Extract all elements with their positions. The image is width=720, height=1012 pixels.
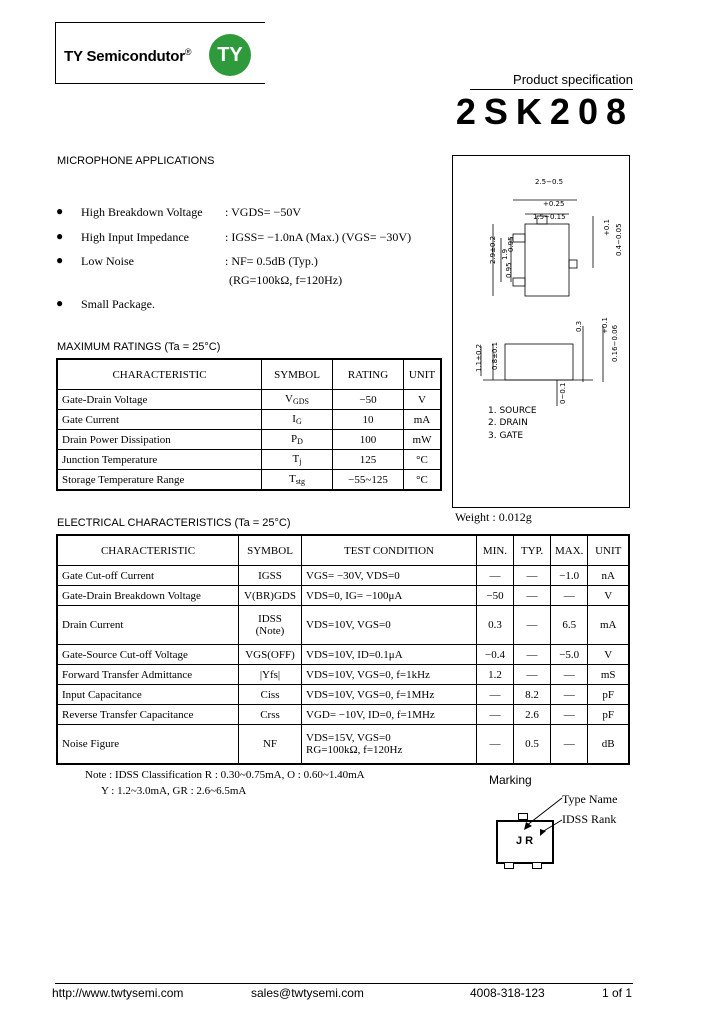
table-cell: mW — [404, 430, 442, 450]
table-cell: — — [551, 685, 588, 705]
dim-label: 2.9±0.2 — [489, 235, 497, 264]
pointer-arrow-icon — [520, 796, 564, 840]
table-row — [57, 685, 629, 705]
bullet-icon: ● — [56, 296, 64, 310]
package-weight: Weight : 0.012g — [455, 510, 532, 524]
table-row — [57, 450, 441, 470]
table-cell: −55~125 — [333, 470, 404, 491]
table-cell: °C — [404, 450, 442, 470]
column-header: MAX. — [551, 535, 588, 566]
dim-label: 1.9 — [501, 248, 509, 260]
table-row — [57, 705, 629, 725]
electrical-title: ELECTRICAL CHARACTERISTICS (Ta = 25°C) — [57, 517, 291, 529]
table-cell: Storage Temperature Range — [57, 470, 262, 491]
table-row — [57, 390, 441, 410]
package-drawing — [452, 155, 630, 508]
column-header: TYP. — [514, 535, 551, 566]
bullet-icon: ● — [56, 229, 64, 243]
column-header: CHARACTERISTIC — [57, 359, 262, 390]
table-cell: |Yfs| — [239, 665, 302, 685]
max-ratings-table — [56, 358, 442, 491]
table-cell: — — [551, 725, 588, 765]
pin-label: 2. DRAIN — [488, 418, 528, 428]
table-cell: — — [477, 685, 514, 705]
table-cell: Reverse Transfer Capacitance — [57, 705, 239, 725]
table-cell: — — [551, 586, 588, 606]
table-cell: Drain Power Dissipation — [57, 430, 262, 450]
table-cell: VGD= −10V, ID=0, f=1MHz — [302, 705, 477, 725]
table-cell: V(BR)GDS — [239, 586, 302, 606]
dim-label: 1.5−0.15 — [533, 213, 566, 221]
dim-label: 1.1±0.2 — [475, 343, 483, 372]
pin-label: 1. SOURCE — [488, 406, 537, 416]
table-cell: pF — [588, 685, 629, 705]
table-cell: VDS=10V, ID=0.1μA — [302, 645, 477, 665]
column-header: CHARACTERISTIC — [57, 535, 239, 566]
table-cell: V — [404, 390, 442, 410]
table-cell: IGSS — [239, 566, 302, 586]
table-cell: $T_j$ — [262, 450, 333, 470]
table-cell: 2.6 — [514, 705, 551, 725]
feature-name: High Input Impedance — [81, 230, 189, 244]
table-cell: mA — [588, 606, 629, 645]
table-cell: −50 — [477, 586, 514, 606]
footer-url[interactable]: http://www.twtysemi.com — [52, 986, 184, 1000]
column-header: MIN. — [477, 535, 514, 566]
dim-label: 2.5−0.5 — [535, 178, 564, 186]
table-cell: — — [514, 645, 551, 665]
table-cell: — — [551, 705, 588, 725]
table-cell: — — [477, 705, 514, 725]
table-cell: V — [588, 586, 629, 606]
note-line: Note : IDSS Classification R : 0.30~0.75mA, O : 0.60~1.40mA — [85, 769, 365, 781]
table-header-row — [57, 535, 629, 566]
table-row — [57, 645, 629, 665]
bullet-icon: ● — [56, 204, 64, 218]
table-cell: 10 — [333, 410, 404, 430]
table-cell: °C — [404, 470, 442, 491]
table-cell: VGS(OFF) — [239, 645, 302, 665]
company-name: TY Semicondutor® — [64, 47, 192, 65]
table-cell: VDS=15V, VGS=0 RG=100kΩ, f=120Hz — [302, 725, 477, 765]
table-cell: Gate-Drain Voltage — [57, 390, 262, 410]
table-row — [57, 586, 629, 606]
table-cell: IDSS (Note) — [239, 606, 302, 645]
pin-label: 3. GATE — [488, 431, 524, 441]
table-cell: NF — [239, 725, 302, 765]
table-cell: Drain Current — [57, 606, 239, 645]
column-header: RATING — [333, 359, 404, 390]
type-name-label: Type Name — [562, 792, 618, 806]
marking-code: JR — [516, 835, 537, 847]
marking-title: Marking — [489, 773, 532, 787]
table-row — [57, 470, 441, 491]
table-cell: mA — [404, 410, 442, 430]
part-number: 2SK208 — [455, 91, 634, 132]
dim-label: +0.1 — [601, 317, 609, 334]
table-cell: 8.2 — [514, 685, 551, 705]
footer-phone: 4008-318-123 — [470, 986, 545, 1000]
dim-label: +0.25 — [543, 200, 565, 208]
table-cell: $I_G$ — [262, 410, 333, 430]
table-cell: $V_{GDS}$ — [262, 390, 333, 410]
electrical-table — [56, 534, 630, 765]
table-row — [57, 430, 441, 450]
table-cell: −0.4 — [477, 645, 514, 665]
table-row — [57, 665, 629, 685]
table-cell: Junction Temperature — [57, 450, 262, 470]
footer-email[interactable]: sales@twtysemi.com — [251, 986, 364, 1000]
column-header: TEST CONDITION — [302, 535, 477, 566]
feature-value: : VGDS= −50V — [225, 205, 301, 219]
column-header: UNIT — [404, 359, 442, 390]
table-cell: VGS= −30V, VDS=0 — [302, 566, 477, 586]
dim-label: 0.95 — [507, 236, 515, 252]
chip-pin — [532, 862, 542, 869]
table-cell: Input Capacitance — [57, 685, 239, 705]
table-cell: 6.5 — [551, 606, 588, 645]
dim-label: 0.95 — [505, 262, 513, 278]
dim-label: 0.3 — [575, 320, 583, 332]
bullet-icon: ● — [56, 253, 64, 267]
table-cell: Gate Cut-off Current — [57, 566, 239, 586]
table-cell: Gate-Source Cut-off Voltage — [57, 645, 239, 665]
table-cell: Noise Figure — [57, 725, 239, 765]
table-cell: $T_{stg}$ — [262, 470, 333, 491]
dim-label: 0.4−0.05 — [615, 223, 623, 256]
table-cell: 0.5 — [514, 725, 551, 765]
table-row — [57, 566, 629, 586]
table-cell: nA — [588, 566, 629, 586]
table-cell: 100 — [333, 430, 404, 450]
feature-value: : NF= 0.5dB (Typ.) — [225, 254, 318, 268]
table-cell: — — [477, 725, 514, 765]
table-cell: 0.3 — [477, 606, 514, 645]
table-cell: −5.0 — [551, 645, 588, 665]
table-row — [57, 606, 629, 645]
application-title: MICROPHONE APPLICATIONS — [57, 155, 215, 167]
feature-value: (RG=100kΩ, f=120Hz) — [229, 273, 343, 287]
table-cell: Ciss — [239, 685, 302, 705]
feature-value: : IGSS= −1.0nA (Max.) (VGS= −30V) — [225, 230, 412, 244]
table-cell: VDS=10V, VGS=0 — [302, 606, 477, 645]
table-row — [57, 410, 441, 430]
dim-label: 0~0.1 — [559, 382, 567, 404]
table-cell: V — [588, 645, 629, 665]
dim-label: 0.8±0.1 — [491, 341, 499, 370]
table-cell: — — [477, 566, 514, 586]
dim-label: 0.16−0.06 — [611, 324, 619, 362]
table-cell: VDS=0, IG= −100μA — [302, 586, 477, 606]
rank-label: IDSS Rank — [562, 812, 617, 826]
column-header: SYMBOL — [262, 359, 333, 390]
table-header-row — [57, 359, 441, 390]
table-cell: — — [514, 566, 551, 586]
table-cell: — — [514, 606, 551, 645]
table-cell: mS — [588, 665, 629, 685]
table-cell: — — [514, 665, 551, 685]
spec-label: Product specification — [513, 72, 633, 87]
column-header: SYMBOL — [239, 535, 302, 566]
table-cell: −1.0 — [551, 566, 588, 586]
feature-name: Low Noise — [81, 254, 134, 268]
column-header: UNIT — [588, 535, 629, 566]
table-row — [57, 725, 629, 765]
table-cell: Gate-Drain Breakdown Voltage — [57, 586, 239, 606]
note-line: Y : 1.2~3.0mA, GR : 2.6~6.5mA — [101, 785, 247, 797]
feature-name: High Breakdown Voltage — [81, 205, 203, 219]
table-cell: 1.2 — [477, 665, 514, 685]
dim-label: +0.1 — [603, 219, 611, 236]
table-cell: VDS=10V, VGS=0, f=1MHz — [302, 685, 477, 705]
table-cell: pF — [588, 705, 629, 725]
table-cell: Crss — [239, 705, 302, 725]
table-cell: Forward Transfer Admittance — [57, 665, 239, 685]
table-cell: Gate Current — [57, 410, 262, 430]
footer-divider — [55, 983, 633, 984]
table-cell: VDS=10V, VGS=0, f=1kHz — [302, 665, 477, 685]
max-ratings-title: MAXIMUM RATINGS (Ta = 25°C) — [57, 341, 221, 353]
page-number: 1 of 1 — [602, 986, 633, 1000]
company-logo: TY — [209, 34, 251, 76]
table-cell: $P_D$ — [262, 430, 333, 450]
table-cell: — — [551, 665, 588, 685]
table-cell: 125 — [333, 450, 404, 470]
table-cell: −50 — [333, 390, 404, 410]
table-cell: dB — [588, 725, 629, 765]
table-cell: — — [514, 586, 551, 606]
package-outline-icon — [453, 156, 629, 507]
chip-pin — [504, 862, 514, 869]
feature-name: Small Package. — [81, 297, 155, 311]
